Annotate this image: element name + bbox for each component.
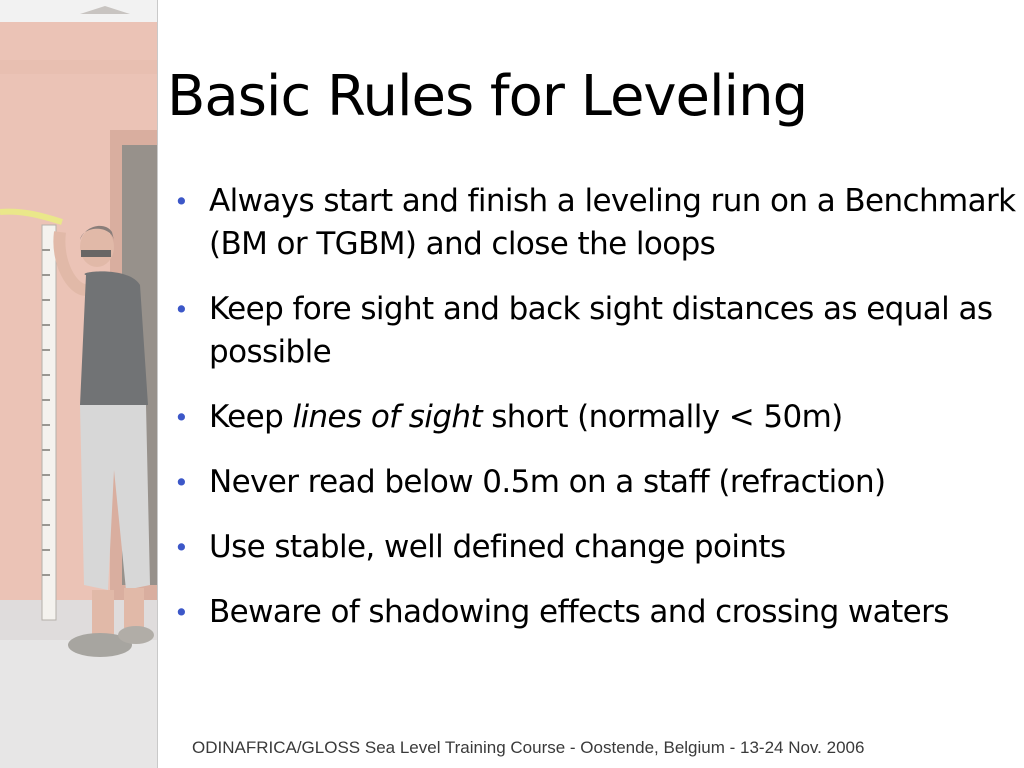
bullet-text: Keep fore sight and back sight distances as equal as possible	[209, 291, 993, 370]
slide-title: Basic Rules for Leveling	[167, 64, 808, 129]
bullet-item	[168, 180, 1020, 266]
bullet-text-start: Keep	[209, 399, 293, 435]
bullet-emphasis: lines of sight	[292, 399, 482, 435]
bullet-item	[168, 461, 1020, 504]
bullet-icon: •	[174, 187, 189, 216]
bullet-text: Always start and finish a leveling run on a Benchmark (BM or TGBM) and close the loops	[209, 183, 1016, 262]
bullet-item	[168, 526, 1020, 569]
bullet-text-end: short (normally < 50m)	[482, 399, 843, 435]
bullet-item	[168, 591, 1020, 634]
bullet-icon: •	[174, 295, 189, 324]
bullet-icon: •	[174, 533, 189, 562]
side-photo	[0, 0, 158, 768]
bullet-icon: •	[174, 598, 189, 627]
bullet-text: Use stable, well defined change points	[209, 529, 786, 565]
bullet-text: Never read below 0.5m on a staff (refraction)	[209, 464, 886, 500]
bullet-text: Beware of shadowing effects and crossing waters	[209, 594, 949, 630]
bullet-item	[168, 288, 1020, 374]
slide-footer: ODINAFRICA/GLOSS Sea Level Training Course - Oostende, Belgium - 13-24 Nov. 2006	[192, 738, 865, 757]
bullet-list	[168, 180, 1020, 656]
bullet-item	[168, 396, 1020, 439]
bullet-icon: •	[174, 403, 189, 432]
bullet-icon: •	[174, 468, 189, 497]
